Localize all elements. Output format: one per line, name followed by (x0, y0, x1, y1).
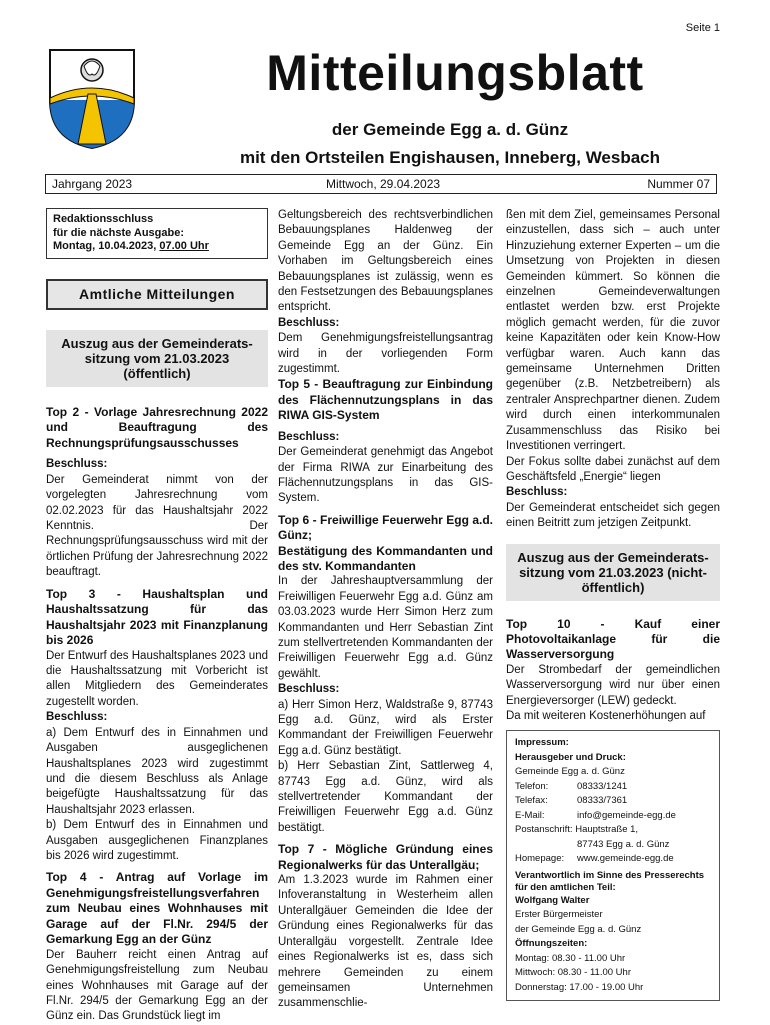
impressum-publisher: Gemeinde Egg a. d. Günz (515, 766, 625, 778)
label: Telefax: (515, 795, 548, 807)
top6-heading: Top 6 - Freiwillige Feuerwehr Egg a.d. Günz; (278, 512, 493, 543)
top10-text: Der Strombedarf der gemeindlichen Wasserversorgung wird nur über einen Energieversorger (LEW) gedeckt. (506, 663, 720, 707)
top4-heading: Top 4 - Antrag auf Vorlage im Genehmigungsfreistellungsverfahren zum Neubau eines Wohnhauses mit Garage auf der Fl.Nr. 294/5 der Gemarkung Egg an der Günz (46, 870, 268, 947)
top2-heading: Top 2 - Vorlage Jahresrechnung 2022 und Beauftragung des Rechnungsprüfungsausschusses (46, 404, 268, 450)
top4-text: Der Bauherr reicht einen Antrag auf Genehmigungsfreistellung zum Neubau eines Wohnhauses mit Garage auf der Fl.Nr. 294/5 der Gemarkung Egg an der Günz ein. Das Grundstück liegt im (46, 948, 268, 1023)
beschluss-label: Beschluss: (506, 486, 568, 499)
column-3 (506, 208, 720, 1001)
value: Hauptstraße 1, (575, 824, 639, 836)
impressum-publisher-label: Herausgeber und Druck: (515, 751, 626, 763)
top3-text: Der Entwurf des Haushaltsplanes 2023 und die Haushaltssatzung mit Vorbericht ist allen Mitgliedern des Gemeinderates zugestellt worden. (46, 649, 268, 708)
top6-text: In der Jahreshauptversammlung der Freiwilligen Feuerwehr Egg a.d. Günz am 03.03.2023 wurde Herr Simon Herz zum Kommandanten und Herr Sebastian Zint zum stellvertretenden Kommandanten der Freiwilligen Feuerwehr Egg a.d. Günz gewählt. (278, 575, 493, 680)
label: Postanschrift: (515, 824, 573, 836)
value: 08333/1241 (577, 780, 628, 792)
impressum-role: Erster Bürgermeister (515, 909, 603, 921)
top3-heading: Top 3 - Haushaltsplan und Haushaltssatzung für das Haushaltsjahr 2023 mit Finanzplanung bis 2026 (46, 586, 268, 648)
page-number: Seite 1 (685, 22, 720, 34)
top4-beschluss: Dem Genehmigungsfreistellungsantrag wird in der vorliegenden Form zugestimmt. (278, 332, 493, 376)
auszug-heading-nichtoeffentlich: Auszug aus der Gemeinderats-sitzung vom 21.03.2023 (nicht-öffentlich) (506, 544, 720, 601)
opening-hours-thursday: Donnerstag: 17.00 - 19.00 Uhr (515, 981, 644, 993)
issue-info-bar (45, 174, 717, 194)
section-amtliche-mitteilungen: Amtliche Mitteilungen (46, 279, 268, 310)
top4-text-cont: Geltungsbereich des rechtsverbindlichen Bebauungsplanes Haldenweg der Gemeinde Egg an der Günz. Ein Vorhaben im Geltungsbereich eines Bebauungsplanes ist zulässig, wenn es den Festsetzungen des Bebauungsplanes entspricht. (278, 209, 493, 314)
email-link[interactable]: info@gemeinde-egg.de (577, 809, 676, 821)
subtitle-districts: mit den Ortsteilen Engishausen, Inneberg, Wesbach (239, 148, 661, 167)
top5-heading: Top 5 - Beauftragung zur Einbindung des Flächennutzungsplans in das RIWA GIS-System (278, 377, 493, 423)
impressum-email (515, 809, 711, 824)
top6-beschluss-a: a) Herr Simon Herz, Waldstraße 9, 87743 Egg a.d. Günz, wird als Erster Kommandant der Freiwilligen Feuerwehr Egg a.d. Günz bestätigt. (278, 698, 493, 757)
impressum-role: der Gemeinde Egg a. d. Günz (515, 923, 642, 935)
top5-beschluss: Der Gemeinderat genehmigt das Angebot der Firma RIWA zur Einarbeitung des Flächennutzungsplans in das GIS-System. (278, 446, 493, 505)
redaktion-time: 07.00 Uhr (159, 240, 209, 252)
top6-beschluss-b: b) Herr Sebastian Zint, Sattlerweg 4, 87743 Egg a.d. Günz, wird als stellvertretender Kommandant der Freiwilligen Feuerwehr Egg a.d. Günz bestätigt. (278, 760, 493, 834)
impressum-name: Wolfgang Walter (515, 894, 590, 906)
impressum-fax (515, 794, 711, 809)
top7-text-cont: ßen mit dem Ziel, gemeinsames Personal einzustellen, dass sich – auch unter Hinzuziehung externer Experten – um die Umsetzung von Projekten in diesen Gemeinden kümmert. So können die einzelnen Gemeindeverwaltungen entlastet werden bzw. erst Projekte möglich gemacht werden, für die zuvor keine Kapazitäten oder kein Know-How verfügbar waren. Auch kann das gemeinsame Unternehmen Dritten gegenüber (z.B. Netzbetreibern) als zentraler Ansprechpartner dienen. Zudem wird durch einen interkommunalen Zusammenschluss das Risiko bei Investitionen verringert. (506, 209, 720, 453)
column-1 (46, 208, 268, 1025)
opening-hours-wednesday: Mittwoch: 08.30 - 11.00 Uhr (515, 967, 631, 979)
label: Telefon: (515, 780, 549, 792)
auszug-heading: Auszug aus der Gemeinderats-sitzung vom 21.03.2023 (öffentlich) (46, 330, 268, 387)
redaktion-line: für die nächste Ausgabe: (53, 226, 185, 239)
redaktion-date: Montag, 10.04.2023, (53, 240, 160, 252)
top2-text: Der Gemeinderat nimmt von der vorgelegten Jahresrechnung vom 02.02.2023 für das Haushaltsjahr 2022 Kenntnis. Der Rechnungsprüfungsausschuss wird mit der örtlichen Prüfung der Jahresrechnung 2022 beauftragt. (46, 473, 268, 579)
beschluss-label: Beschluss: (46, 458, 108, 471)
top3-beschluss-b: b) Dem Entwurf des in Einnahmen und Ausgaben ausgeglichenen Finanzplanes bis 2026 wird zugestimmt. (46, 819, 268, 862)
impressum-address (515, 823, 711, 838)
top3-beschluss-a: a) Dem Entwurf des in Einnahmen und Ausgaben ausgeglichenen Haushaltsplanes 2023 wird zugestimmt und die diesem Beschluss als Anlage beigefügte Haushaltssatzung für das Haushaltsjahr 2023 erlassen. (46, 726, 268, 816)
column-2 (278, 208, 493, 1012)
impressum-city: 87743 Egg a. d. Günz (577, 838, 670, 850)
impressum-responsible-label: Verantwortlich im Sinne des Presserechts für den amtlichen Teil: (515, 869, 705, 893)
top7-beschluss: Der Gemeinderat entscheidet sich gegen einen Beitritt zum jetzigen Zeitpunkt. (506, 501, 720, 530)
redaktionsschluss-box (46, 208, 268, 259)
opening-hours-monday: Montag: 08.30 - 11.00 Uhr (515, 952, 626, 964)
top6-subheading: Bestätigung des Kommandanten und des stv. Kommandanten (278, 543, 493, 573)
opening-hours-label: Öffnungszeiten: (515, 938, 588, 950)
beschluss-label: Beschluss: (46, 711, 108, 724)
top10-heading: Top 10 - Kauf einer Photovoltaikanlage für die Wasserversorgung (506, 616, 720, 662)
impressum-phone (515, 780, 711, 795)
issue-date: Mittwoch, 29.04.2023 (326, 177, 441, 191)
page-title: Mitteilungsblatt (266, 45, 644, 101)
redaktion-line: Redaktionsschluss (53, 213, 154, 225)
label: E-Mail: (515, 809, 545, 821)
top7-text: Am 1.3.2023 wurde im Rahmen einer Infoveranstaltung in Westerheim allen Unterallgäuer Gemeinden die Idee der Gründung eines Regionalwerks für das Unterallgäu vorgestellt. Zentrale Idee eines Regionalwerks ist es, dass sich mehrere Gemeinden zu einem gemeinsamen Unternehmen zusammenschlie- (278, 874, 493, 1010)
issue-number: Nummer 07 (647, 177, 710, 191)
top7-text-cont2: Der Fokus sollte dabei zunächst auf dem Geschäftsfeld „Energie“ liegen (506, 455, 720, 483)
impressum-title: Impressum: (515, 737, 569, 749)
value: 08333/7361 (577, 795, 628, 807)
subtitle: der Gemeinde Egg a. d. Günz (331, 120, 569, 139)
top10-text2: Da mit weiteren Kostenerhöhungen auf (506, 709, 706, 722)
coat-of-arms-logo (48, 48, 136, 150)
jahrgang: Jahrgang 2023 (52, 177, 133, 191)
beschluss-label: Beschluss: (278, 683, 340, 696)
label: Homepage: (515, 853, 565, 865)
beschluss-label: Beschluss: (278, 316, 340, 329)
beschluss-label: Beschluss: (278, 430, 340, 443)
top7-heading: Top 7 - Mögliche Gründung eines Regionalwerks für das Unterallgäu; (278, 842, 493, 872)
redaktion-line (53, 240, 261, 254)
homepage-link[interactable]: www.gemeinde-egg.de (577, 853, 674, 865)
impressum-homepage (515, 852, 711, 867)
impressum-box (506, 730, 720, 1001)
